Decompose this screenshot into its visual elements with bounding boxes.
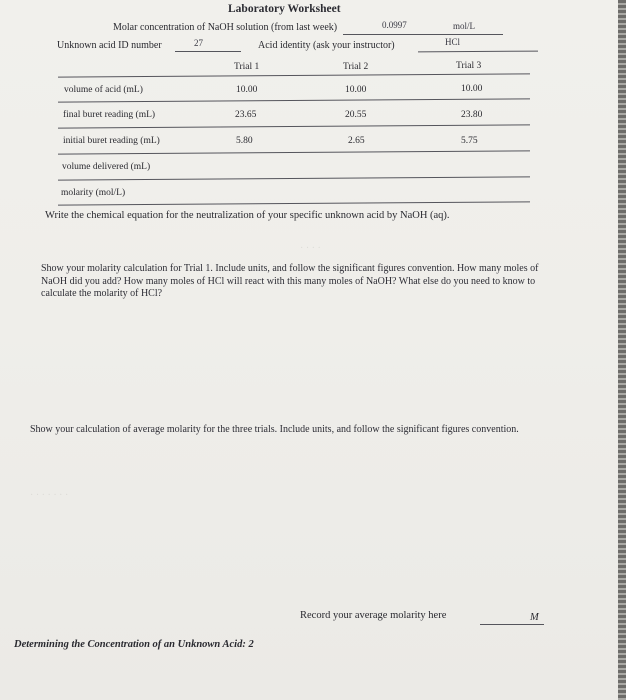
table-rule: [58, 201, 530, 205]
row-label-initial-buret-reading: initial buret reading (mL): [63, 136, 160, 146]
unknown-acid-id-value: 27: [194, 38, 203, 48]
molarity-unit: M: [530, 612, 539, 623]
cell-volume-of-acid-trial-2: 10.00: [345, 85, 367, 95]
acid-identity-value: HCl: [445, 37, 461, 47]
naoh-concentration-underline: [343, 34, 503, 35]
bleed-through-mark: · · · ·: [300, 243, 321, 254]
cell-volume-of-acid-trial-1: 10.00: [236, 85, 258, 95]
table-rule: [58, 150, 530, 154]
acid-identity-underline: [418, 51, 538, 53]
average-molarity-prompt: Show your calculation of average molarity for the three trials. Include units, and follow the significant figures convention.: [30, 424, 519, 435]
cell-initial-buret-trial-1: 5.80: [236, 136, 253, 146]
equation-prompt: Write the chemical equation for the neutralization of your specific unknown acid by NaOH (aq).: [45, 210, 450, 221]
table-rule: [58, 176, 530, 180]
table-rule: [58, 73, 530, 77]
row-label-molarity: molarity (mol/L): [61, 188, 126, 198]
record-average-molarity-label: Record your average molarity here: [300, 610, 447, 621]
naoh-concentration-value: 0.0997: [382, 20, 407, 30]
row-label-volume-of-acid: volume of acid (mL): [64, 85, 143, 95]
worksheet-title: Laboratory Worksheet: [228, 3, 341, 15]
acid-identity-label: Acid identity (ask your instructor): [258, 40, 395, 51]
trial-1-calculation-prompt: Show your molarity calculation for Trial 1. Include units, and follow the significant figures convention. How many moles of NaOH did you add? How many moles of HCl will react with this many moles of NaOH? What else do you need to know to calculate the molarity of HCl?: [41, 263, 539, 299]
page-footer: Determining the Concentration of an Unknown Acid: 2: [14, 639, 254, 650]
cell-initial-buret-trial-2: 2.65: [348, 136, 365, 146]
naoh-concentration-label: Molar concentration of NaOH solution (from last week): [113, 22, 338, 33]
record-average-molarity-blank: [480, 624, 544, 625]
unknown-acid-id-underline: [175, 51, 241, 52]
row-label-volume-delivered: volume delivered (mL): [62, 162, 151, 172]
cell-final-buret-trial-2: 20.55: [345, 110, 367, 120]
cell-final-buret-trial-1: 23.65: [235, 110, 257, 120]
unknown-acid-id-label: Unknown acid ID number: [57, 40, 162, 51]
cell-volume-of-acid-trial-3: 10.00: [461, 84, 483, 94]
row-label-final-buret-reading: final buret reading (mL): [63, 110, 156, 120]
bleed-through-mark: · · · · · · ·: [30, 490, 69, 501]
binding-edge: [618, 0, 626, 700]
cell-final-buret-trial-3: 23.80: [461, 110, 483, 120]
table-rule: [58, 98, 530, 102]
naoh-unit: mol/L: [453, 21, 475, 31]
column-header-trial-1: Trial 1: [234, 62, 260, 72]
cell-initial-buret-trial-3: 5.75: [461, 136, 478, 146]
table-rule: [58, 124, 530, 128]
column-header-trial-3: Trial 3: [456, 61, 482, 71]
column-header-trial-2: Trial 2: [343, 62, 369, 72]
